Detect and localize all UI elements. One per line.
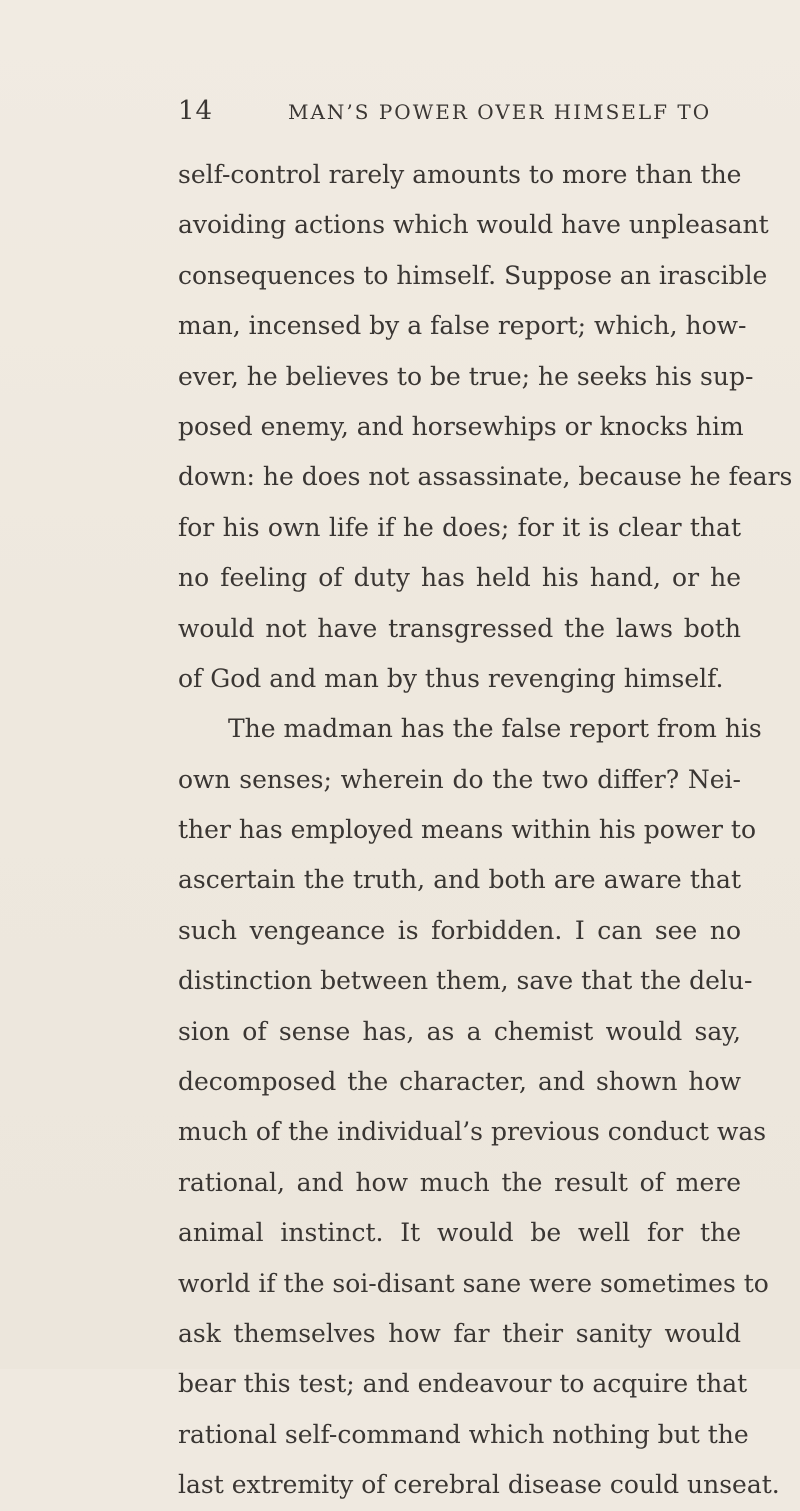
text-line: down: he does not assassinate, because he fears [178, 462, 793, 492]
text-line: much of the individual’s previous conduct was [178, 1117, 767, 1147]
text-line: ther has employed means within his power to [178, 815, 757, 845]
text-line: posed enemy, and horsewhips or knocks him [178, 411, 744, 441]
running-title: MAN’S POWER OVER HIMSELF TO [288, 100, 712, 124]
running-head [178, 96, 738, 136]
text-line: sion of sense has, as a chemist would say, [178, 1016, 741, 1046]
text-line: such vengeance is forbidden. I can see no [178, 915, 741, 945]
text-line: man, incensed by a false report; which, how- [178, 311, 747, 341]
text-line: ascertain the truth, and both are aware that [178, 865, 741, 895]
text-line: rational self-command which nothing but the [178, 1419, 749, 1449]
text-line: ask themselves how far their sanity would [178, 1318, 741, 1348]
text-line: own senses; wherein do the two differ? Nei- [178, 764, 741, 794]
text-line: rational, and how much the result of mere [178, 1167, 741, 1197]
paragraph-end-line: last extremity of cerebral disease could unseat. [178, 1470, 780, 1500]
text-line: animal instinct. It would be well for the [178, 1218, 741, 1248]
text-line: ever, he believes to be true; he seeks his sup- [178, 361, 754, 391]
text-line: avoiding actions which would have unpleasant [178, 210, 769, 240]
paragraph-start-line: The madman has the false report from his [228, 714, 762, 744]
text-line: for his own life if he does; for it is clear that [178, 512, 741, 542]
page-number: 14 [178, 96, 214, 126]
text-line: consequences to himself. Suppose an irascible [178, 260, 768, 290]
paragraph-end-line: of God and man by thus revenging himself. [178, 663, 724, 693]
text-line: bear this test; and endeavour to acquire that [178, 1369, 748, 1399]
body-text [178, 150, 793, 1511]
text-line: would not have transgressed the laws both [178, 613, 741, 643]
text-line: no feeling of duty has held his hand, or he [178, 563, 741, 593]
text-line: decomposed the character, and shown how [178, 1067, 741, 1097]
text-line: distinction between them, save that the delu- [178, 966, 753, 996]
text-line: self-control rarely amounts to more than the [178, 160, 742, 189]
text-line: world if the soi-disant sane were sometimes to [178, 1268, 769, 1298]
